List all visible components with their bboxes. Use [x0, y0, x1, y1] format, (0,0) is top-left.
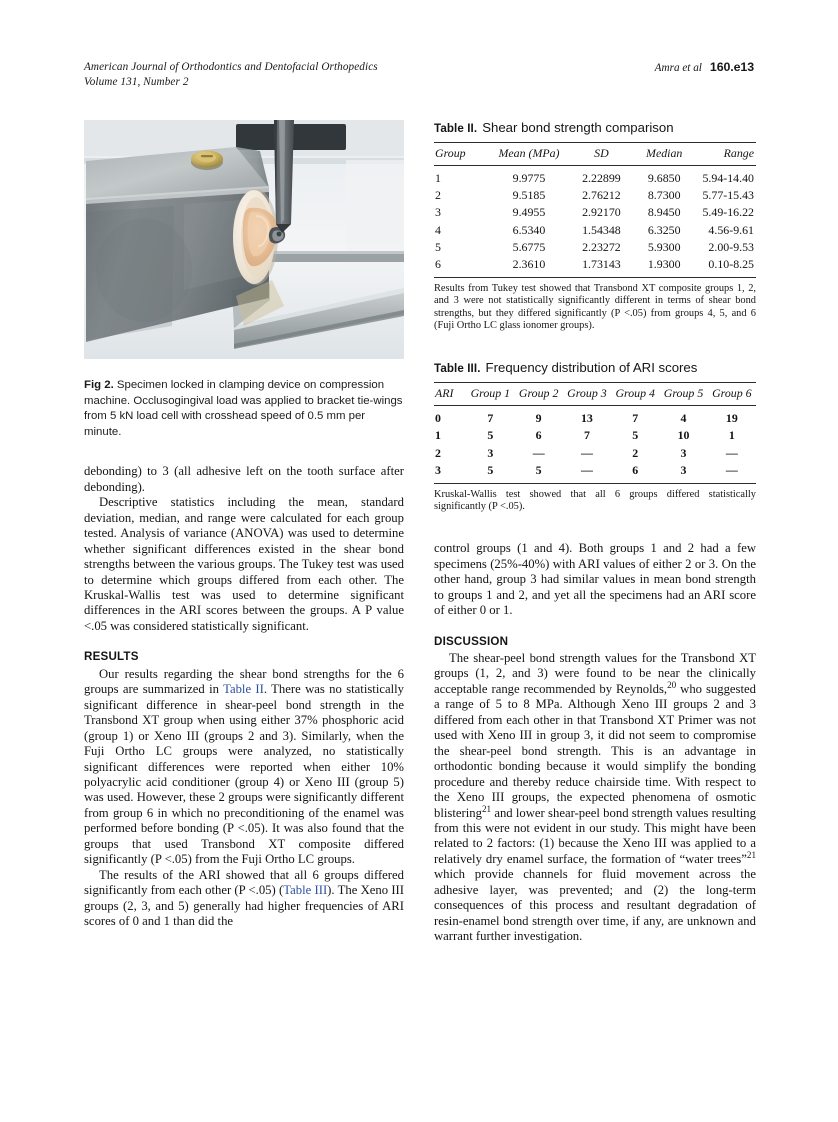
table-3-body	[434, 406, 756, 484]
cell-sd: 2.22899	[582, 171, 621, 185]
cell-sd: 2.92170	[582, 205, 621, 220]
cell-group-4: 2	[632, 445, 639, 460]
left-column-body	[84, 464, 404, 929]
cell-sd: 1.54348	[582, 222, 621, 237]
discussion-part-d: which provide channels for fluid movement across the adhesive layer, was prevented; and (2) the long-term consequences of this process and resultant degradation of resin-enamel bond strength over time, if any, are unknown and warrant further investigation.	[434, 867, 756, 944]
paragraph-methods: Descriptive statistics including the mean, standard deviation, median, and range were calculated for each group tested. Analysis of variance (ANOVA) was used to determine whether significant differences existed in the shear bond strengths between the various groups. The Tukey test was used to determine which groups differed from each other. The Kruskal-Wallis test was used to determine significant differences in the ARI scores between the groups. A P value <.05 was considered statistically significant.	[84, 495, 404, 633]
figure-2-caption	[84, 378, 404, 440]
cell-group-6: —	[725, 445, 738, 460]
cell-group-2: 6	[535, 428, 542, 443]
cell-group-4: 6	[632, 462, 639, 477]
cell-group-5: 4	[680, 411, 687, 426]
cell-median: 8.7300	[647, 188, 681, 203]
table-2-title	[434, 120, 756, 135]
cell-ari: 2	[435, 445, 441, 460]
table-2-header-row	[434, 143, 756, 166]
cell-group-3: 7	[583, 428, 590, 443]
figure-2	[84, 120, 404, 440]
cell-group: 1	[435, 171, 441, 185]
results-2-part-a: The results of the ARI showed that all 6 groups differed significantly from each other (P <.05) (	[84, 867, 404, 898]
table-row	[434, 204, 756, 221]
cell-group-6: 19	[725, 411, 738, 426]
cell-range: 5.49-16.22	[702, 205, 754, 220]
table-row	[434, 239, 756, 256]
xref-table-3[interactable]: Table III	[283, 883, 328, 898]
running-head-authors: Amra et al	[654, 62, 702, 74]
table-row	[434, 427, 756, 444]
table-3-col-group-4: Group 4	[611, 383, 659, 406]
table-3-note: Kruskal-Wallis test showed that all 6 groups differed statistically significantly (P <.05).	[434, 488, 756, 512]
table-2-col-median: Median	[634, 143, 695, 166]
paragraph-discussion	[434, 651, 756, 945]
cell-median: 8.9450	[647, 205, 681, 220]
table-2-col-mean: Mean (MPa)	[489, 143, 570, 166]
table-row	[434, 406, 756, 428]
table-3-col-group-1: Group 1	[466, 383, 514, 406]
cell-mean: 6.5340	[512, 222, 546, 237]
cell-group-3: 13	[580, 411, 593, 426]
left-column	[84, 120, 404, 930]
cell-range: 5.94-14.40	[702, 171, 754, 185]
cell-group: 2	[435, 188, 441, 203]
cell-group: 4	[435, 222, 441, 237]
table-2-note: Results from Tukey test showed that Transbond XT composite groups 1, 2, and 3 were not statistically significantly different in terms of shear bond strengths, but they differed significantly (P <.05) from groups 4, 5, and 6 (Fuji Ortho LC glass ionomer groups).	[434, 282, 756, 331]
reference-marker-21b[interactable]: 21	[746, 849, 756, 860]
cell-group-2: —	[532, 445, 545, 460]
journal-title: American Journal of Orthodontics and Dentofacial Orthopedics	[84, 61, 378, 73]
section-heading-results: RESULTS	[84, 650, 139, 664]
figure-2-caption-text: Specimen locked in clamping device on compression machine. Occlusogingival load was applied to bracket tie-wings from 5 kN load cell with crosshead speed of 0.5 mm per minute.	[84, 379, 403, 438]
results-1-part-b: . There was no statistically significant difference in shear-peel bond strength in the Transbond XT group when using either 37% phosphoric acid (group 1) or Xeno III (groups 2 and 3). Similarly, when the Fuji Ortho LC groups were analyzed, no statistically significant differences were reported when either 10% polyacrylic acid conditioner (group 4) or Xeno III (group 5) was used. However, these 2 groups were significantly different from group 6 in which no preconditioning of the enamel was performed before bonding (P <.05). It was also found that the groups that used Transbond XT composite differed significantly (P <.05) from the Fuji Ortho LC groups.	[84, 682, 405, 867]
table-3-col-group-2: Group 2	[514, 383, 562, 406]
page-number: 160.e13	[709, 60, 754, 74]
cell-mean: 9.5185	[512, 188, 546, 203]
cell-mean: 9.9775	[512, 171, 546, 185]
table-2	[434, 142, 756, 278]
right-column	[434, 120, 756, 945]
table-3-title	[434, 360, 756, 375]
cell-group-1: 7	[487, 411, 494, 426]
cell-group-5: 10	[677, 428, 690, 443]
table-2-col-group: Group	[434, 143, 489, 166]
cell-group-3: —	[580, 445, 593, 460]
right-column-body	[434, 541, 756, 944]
table-2-col-sd: SD	[569, 143, 633, 166]
table-3-col-ari: ARI	[434, 383, 466, 406]
discussion-part-c: and lower shear-peel bond strength values resulting from this were not evident in our study. This might have been related to 2 factors: (1) because the Xeno III was applied to a relatively dry enamel surface, the formation of “water trees”	[434, 805, 756, 866]
figure-2-label: Fig 2.	[84, 379, 114, 391]
clamping-device-photo-illustration	[84, 120, 404, 359]
table-row	[434, 221, 756, 238]
table-2-label: Table II.	[434, 122, 478, 135]
cell-mean: 9.4955	[512, 205, 546, 220]
cell-group-1: 3	[487, 445, 494, 460]
section-heading-discussion: DISCUSSION	[434, 634, 509, 648]
cell-sd: 2.76212	[582, 188, 621, 203]
table-3-label: Table III.	[434, 362, 481, 376]
discussion-part-b: who suggested a range of 5 to 8 MPa. Although Xeno III groups 2 and 3 differed from each other in that Transbond XT Primer was not used with Xeno III in group 3, it did not seem to compromise the shear-peel bond strength. This is an advantage in orthodontic bonding because it would simplify the bonding procedure and thereby reduce chairside time. With respect to the Xeno III groups, the expected phenomena of osmotic blistering	[434, 681, 756, 820]
running-head	[84, 60, 754, 94]
cell-mean: 2.3610	[512, 256, 546, 271]
cell-group-1: 5	[487, 462, 494, 477]
cell-group-6: —	[725, 462, 738, 477]
cell-sd: 2.23272	[582, 239, 621, 254]
cell-mean: 5.6775	[512, 239, 546, 254]
table-3-col-group-3: Group 3	[563, 383, 611, 406]
cell-range: 4.56-9.61	[708, 222, 754, 237]
table-3-col-group-5: Group 5	[659, 383, 707, 406]
paragraph-results-1	[84, 667, 404, 868]
reference-marker-21a[interactable]: 21	[481, 803, 492, 814]
cell-median: 5.9300	[647, 239, 681, 254]
paragraph-continued: debonding) to 3 (all adhesive left on the tooth surface after debonding).	[84, 464, 404, 494]
cell-group-2: 5	[535, 462, 542, 477]
cell-group-1: 5	[487, 428, 494, 443]
table-3-col-group-6: Group 6	[708, 383, 756, 406]
journal-volume: Volume 131, Number 2	[84, 76, 189, 88]
results-2-part-b: ). The Xeno III groups (2, 3, and 5) generally had higher frequencies of ARI scores of 0 and 1 than did the	[84, 883, 404, 929]
cell-median: 6.3250	[647, 222, 681, 237]
table-3	[434, 382, 756, 484]
cell-group: 3	[435, 205, 441, 220]
cell-range: 5.77-15.43	[702, 188, 754, 203]
cell-sd: 1.73143	[582, 256, 621, 271]
cell-ari: 3	[435, 462, 441, 477]
table-row	[434, 166, 756, 188]
cell-ari: 0	[435, 411, 441, 426]
cell-range: 2.00-9.53	[708, 239, 754, 254]
paragraph-results-2	[84, 868, 404, 930]
table-row	[434, 256, 756, 278]
cell-group-5: 3	[680, 445, 687, 460]
table-3-caption: Frequency distribution of ARI scores	[485, 360, 698, 376]
cell-group-4: 5	[632, 428, 639, 443]
running-head-journal	[84, 60, 378, 90]
table-row	[434, 444, 756, 461]
cell-group-5: 3	[680, 462, 687, 477]
cell-ari: 1	[435, 428, 441, 443]
cell-range: 0.10-8.25	[708, 256, 754, 271]
figure-2-photograph	[84, 120, 404, 359]
discussion-part-a: The shear-peel bond strength values for the Transbond XT groups (1, 2, and 3) were found to be near the clinically acceptable range recommended by Reynolds,	[434, 651, 756, 696]
table-row	[434, 462, 756, 484]
cell-group-4: 7	[632, 411, 639, 426]
cell-group-3: —	[580, 462, 593, 477]
cell-median: 9.6850	[647, 171, 681, 185]
paragraph-ari-continued: control groups (1 and 4). Both groups 1 and 2 had a few specimens (25%-40%) with ARI values of either 2 or 3. On the other hand, group 3 had similar values in mean bond strength to groups 1 and 2, and yet all the specimens had an ARI score of either 0 or 1.	[434, 541, 756, 618]
cell-group: 6	[435, 256, 441, 271]
reference-marker-20[interactable]: 20	[667, 679, 677, 690]
xref-table-2[interactable]: Table II	[223, 682, 264, 697]
cell-median: 1.9300	[647, 256, 681, 271]
table-2-block	[434, 120, 756, 332]
results-1-part-a: Our results regarding the shear bond strengths for the 6 groups are summarized in	[84, 666, 404, 697]
table-2-col-range: Range	[695, 143, 756, 166]
running-head-folio	[655, 60, 754, 76]
cell-group: 5	[435, 239, 441, 254]
cell-group-2: 9	[535, 411, 542, 426]
cell-group-6: 1	[728, 428, 735, 443]
table-3-block	[434, 360, 756, 513]
table-2-caption: Shear bond strength comparison	[482, 120, 674, 135]
table-row	[434, 187, 756, 204]
table-3-header-row	[434, 383, 756, 406]
table-2-body	[434, 166, 756, 278]
